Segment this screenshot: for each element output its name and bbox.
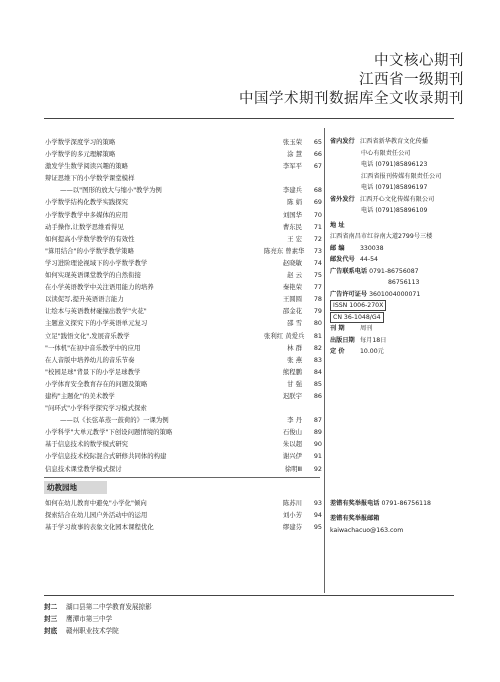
sponsor-1b: 中心有限责任公司: [361, 149, 411, 157]
report-mail: kaiwachacuo@163.com: [330, 526, 404, 534]
toc-entry-author: 张 燕: [287, 355, 302, 364]
toc-entry-title: 建构"主题化"的美术教学: [45, 391, 115, 400]
toc-entry-author: 李建兵: [282, 186, 302, 195]
toc-entry: [44, 184, 320, 196]
toc-entry: [44, 450, 320, 462]
back-cover-text: 赣州职业技术学院: [66, 627, 119, 635]
toc-divider: [44, 477, 320, 479]
toc-entry-author: 陈苏川: [282, 498, 302, 507]
toc-entry-title: 辩证思维下的小学数学课堂模样: [45, 174, 135, 183]
price: 10.00元: [359, 348, 384, 355]
toc-entry: [44, 342, 320, 354]
toc-entry: [44, 221, 320, 233]
toc-entry-author: 迟朕宇: [282, 391, 302, 400]
license-label: 广告许可证号: [330, 290, 368, 298]
toc-entry-author: 李 丹: [287, 416, 302, 425]
toc-entry-title: "校园足球"背景下的小学足球教学: [45, 367, 141, 376]
toc-entry: [44, 293, 320, 305]
toc-entry-author: 王圆圆: [282, 295, 302, 304]
cover-2-text: 湖口县第二中学教育发展掠影: [66, 603, 152, 611]
period: 周刊: [359, 325, 373, 332]
toc-entry-page: 82: [313, 343, 322, 352]
toc-entry: [44, 509, 320, 521]
toc-entry-page: 67: [313, 162, 322, 171]
cover-credits: [44, 601, 152, 637]
toc-entry-page: 66: [313, 150, 322, 159]
toc-entry-title: 学习进阶理论视域下的小学数学教学: [45, 258, 148, 267]
toc-entry: [44, 463, 320, 475]
header-line-3: 中国学术期刊数据库全文收录期刊: [239, 91, 464, 107]
cn-number: CN 36-1048/G4: [330, 312, 384, 323]
toc-entry: [44, 148, 320, 160]
toc-entry-title: 基于学习故事的表象文化园本课程优化: [45, 522, 154, 531]
toc-entry-page: 87: [313, 416, 322, 425]
toc-entry-page: 65: [313, 138, 322, 146]
toc-entry-page: 68: [313, 186, 322, 195]
license: 3601004000071: [369, 290, 421, 298]
toc-entry-author: 陈亮东 曾素华: [264, 246, 305, 255]
toc-entry-title: 如何在幼儿教育中避免"小学化"倾向: [45, 498, 147, 507]
toc-entry: [44, 402, 320, 414]
toc-entry-author: 甘 强: [287, 379, 302, 388]
toc-entry-author: 邵金花: [282, 307, 302, 316]
toc-entry: [44, 317, 320, 329]
postcode-label: 邮 编: [330, 244, 345, 252]
toc-entry: [44, 269, 320, 281]
toc-entry-page: 79: [313, 307, 322, 316]
toc-entry: [44, 354, 320, 366]
toc-entry: [44, 136, 320, 148]
toc-entry-title: 在人音版中培养幼儿的音乐节奏: [45, 355, 135, 364]
toc-entry-title: "问环式"小学科学探究学习模式探索: [45, 404, 147, 413]
toc-entry-page: 83: [313, 355, 322, 364]
toc-entry-title: 小学数学的多元理解策略: [45, 150, 116, 159]
mail-code-label: 邮发代号: [330, 256, 355, 263]
toc-entry-page: 95: [313, 522, 322, 531]
toc-entry: [44, 521, 320, 533]
price-label: 定 价: [330, 348, 345, 355]
toc-entry-title: 如何实现英语课堂教学的自然衔接: [45, 271, 141, 280]
toc-entry-title: ——以"图形的放大与缩小"教学为例: [60, 186, 162, 195]
column-divider: [324, 128, 325, 593]
back-cover-label: 封底: [44, 627, 58, 635]
toc-entry-author: 赵 云: [287, 271, 302, 280]
toc-entry-author: 谢兴伊: [282, 452, 302, 461]
toc-entry: [44, 330, 320, 342]
toc-entry-title: 小学体育安全教育存在的问题及策略: [45, 379, 148, 388]
period-label: 刊 期: [330, 325, 345, 332]
toc-entry-title: 动手操作,让数学思维看得见: [45, 222, 124, 231]
toc-entry-title: 小学数学深度学习的策略: [45, 138, 116, 146]
toc-entry-title: "一体机"在初中音乐教学中的应用: [45, 343, 141, 352]
out-1: 江西开心文化传媒有限公司: [359, 195, 435, 203]
publication-info: [330, 136, 460, 536]
toc-entry-page: 84: [313, 367, 322, 376]
toc-entry: [44, 233, 320, 245]
toc-entry: [44, 426, 320, 438]
header-rule: [44, 118, 454, 119]
toc-entry: [44, 160, 320, 172]
toc-entry-author: 秦艳荣: [282, 283, 302, 292]
toc-entry-page: 92: [313, 464, 322, 473]
postcode: 330038: [359, 244, 384, 252]
toc-entry: [44, 366, 320, 378]
toc-entry-author: 熊程鹏: [282, 367, 302, 376]
toc-entry-page: 77: [313, 283, 322, 292]
date-label: 出版日期: [330, 336, 355, 344]
toc-entry-page: 71: [313, 222, 322, 231]
header-line-2: 江西省一级期刊: [359, 72, 464, 88]
report-tel-label: 差错有奖举报电话: [330, 499, 380, 507]
toc-entry-title: 如何提高小学数学教学的有效性: [45, 234, 135, 243]
toc-entry-page: 73: [313, 246, 322, 255]
toc-entry-title: 小学数学结构化教学实践探究: [45, 198, 129, 207]
toc-entry-author: 陈 娟: [287, 198, 302, 207]
toc-entry-page: 72: [313, 234, 322, 243]
toc-entry-author: 朱以超: [282, 440, 302, 449]
toc-entry-title: 立足"践悟文化",发展音乐教学: [45, 331, 130, 340]
toc-entry-title: 小学信息技术校际混合式研修共同体的构建: [45, 452, 167, 461]
toc-entry-title: 主题意义探究下的小学英语单元复习: [45, 319, 148, 328]
toc-entry: [44, 390, 320, 402]
out-label: 省外发行: [330, 195, 355, 203]
toc-entry-author: 张利红 黄爱兵: [264, 331, 305, 340]
toc-entry-title: 基于信息技术的数学模式研究: [45, 440, 129, 449]
toc-entry-title: 以读促写,提升英语语言能力: [45, 295, 124, 304]
toc-entry: [44, 196, 320, 208]
toc-entry-page: 75: [313, 271, 322, 280]
toc-entry-page: 85: [313, 379, 322, 388]
cover-3-text: 鹰潭市第三中学: [66, 615, 113, 623]
footer-rule: [44, 595, 454, 596]
sponsor-2: 江西省报刊传媒有限责任公司: [361, 172, 442, 180]
tel-1: 电话 (0791)85896123: [361, 161, 428, 168]
toc-entry-page: 81: [313, 331, 322, 340]
address-label: 地 址: [330, 221, 345, 229]
cover-2-label: 封二: [44, 603, 58, 611]
ad-label: 广告联系电话: [330, 267, 368, 275]
toc-entry-title: 探索结合在幼儿园户外活动中的运用: [45, 510, 148, 519]
toc-entry-page: 90: [313, 440, 322, 449]
toc-entry-title: "算用结合"的小学数学教学策略: [45, 246, 134, 255]
toc-entry: [44, 378, 320, 390]
toc-entry-page: 94: [313, 510, 322, 519]
toc-entry-author: 曹东民: [282, 222, 302, 231]
toc-entry-author: 缪建芬: [282, 522, 302, 531]
tel-2: 电话 (0791)85896197: [361, 184, 428, 191]
toc-entry-author: 刘小芳: [282, 510, 302, 519]
toc-entry-page: 70: [313, 210, 322, 219]
toc-entry: [44, 414, 320, 426]
cover-3-label: 封三: [44, 615, 58, 623]
tel-3: 电话 (0791)85896109: [361, 207, 428, 214]
toc-entry-title: 小学科学"大单元教学"下创设问题情境的策略: [45, 428, 173, 437]
toc-entry-author: 李军平: [282, 162, 302, 171]
toc-entry: [44, 438, 320, 450]
toc-entry-page: 86: [313, 391, 322, 400]
toc-entry-author: 涂 慧: [287, 150, 302, 159]
table-of-contents: [44, 136, 320, 533]
toc-entry-author: 赵晓敏: [282, 258, 302, 267]
toc-entry-page: 91: [313, 452, 322, 461]
toc-entry: [44, 281, 320, 293]
toc-entry-page: 74: [313, 258, 322, 267]
toc-entry-author: 石俊山: [282, 428, 302, 437]
toc-entry: [44, 305, 320, 317]
header-line-1: 中文核心期刊: [374, 53, 464, 69]
toc-entry-author: 徐明Ⅲ: [284, 464, 302, 473]
toc-entry-title: 信息技术课堂教学模式探讨: [45, 464, 122, 473]
toc-entry-page: 89: [313, 428, 322, 437]
toc-entry: [44, 257, 320, 269]
toc-entry: [44, 209, 320, 221]
ad-phone-1: 0791-86756087: [369, 267, 419, 275]
toc-entry: [44, 245, 320, 257]
toc-entry-title: 小学数学教学中多媒体的应用: [45, 210, 129, 219]
issn: ISSN 1006-270X: [330, 300, 386, 311]
toc-entry: [44, 497, 320, 509]
toc-entry-author: 林 群: [287, 343, 302, 352]
toc-entry-page: 78: [313, 295, 322, 304]
date: 每月18日: [359, 336, 387, 344]
section-title: 幼教园地: [44, 481, 107, 494]
toc-entry-title: ——以《长弦革蒸一鼓荷的》一课为例: [60, 416, 169, 425]
journal-header: [239, 52, 464, 109]
report-mail-label: 差错有奖举报邮箱: [330, 515, 380, 522]
toc-entry: [44, 172, 320, 184]
toc-entry-title: 在小学英语教学中关注语用能力的培养: [45, 283, 154, 292]
toc-entry-page: 69: [313, 198, 322, 207]
toc-entry-author: 王 宏: [287, 234, 302, 243]
address: 江西省南昌市红谷南大道2799号三楼: [330, 233, 433, 240]
toc-entry-author: 刘国华: [282, 210, 302, 219]
ad-phone-2: 86756113: [388, 279, 420, 286]
sponsor-1: 江西省新华教育文化传播: [359, 138, 429, 145]
toc-entry-page: 80: [313, 319, 322, 328]
toc-entry-title: 激发学生数学阅读兴趣的策略: [45, 162, 129, 171]
mail-code: 44-54: [359, 256, 378, 263]
toc-entry-author: 邵 雪: [287, 319, 302, 328]
toc-entry-page: 93: [313, 498, 322, 507]
report-tel: 0791-86756118: [381, 499, 431, 507]
toc-entry-title: 让绘本与英语教材碰撞出教学"火花": [45, 307, 147, 316]
toc-entry-author: 张玉荣: [282, 138, 302, 146]
sponsor-label: 省内发行: [330, 138, 355, 145]
